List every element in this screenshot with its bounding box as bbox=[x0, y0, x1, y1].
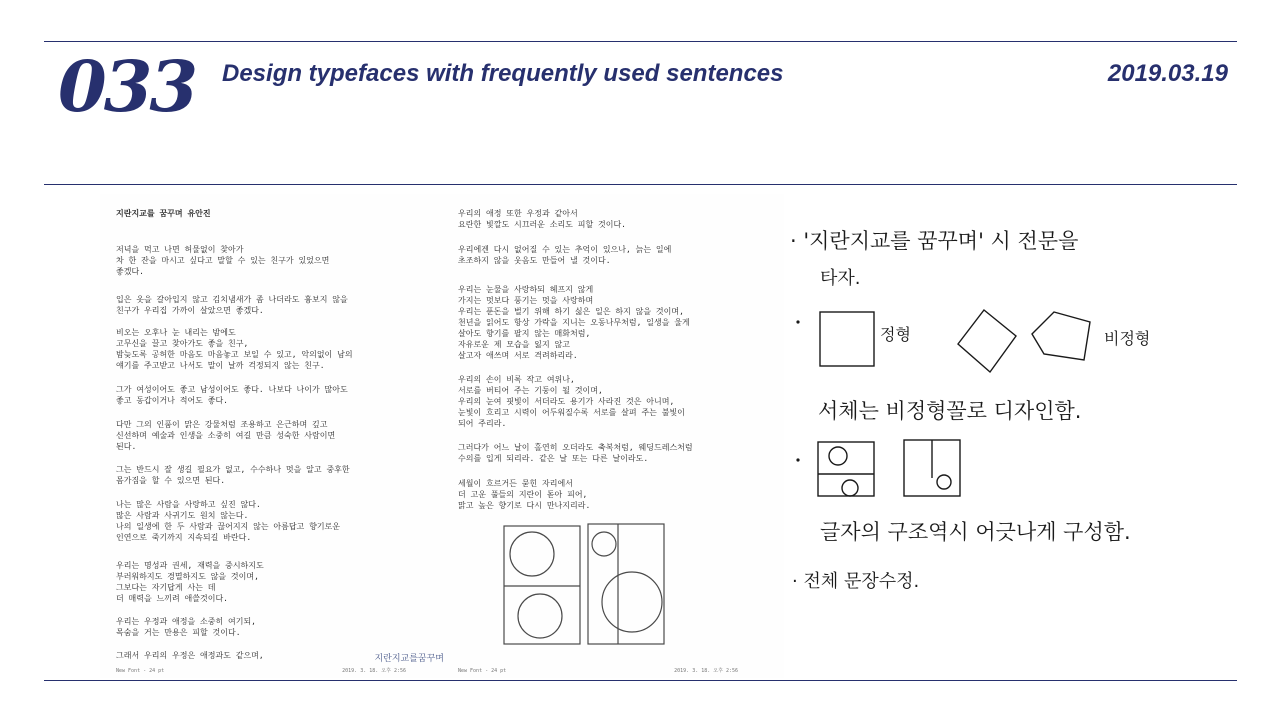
glyph-structure-sketch bbox=[492, 514, 692, 654]
irregular-form-icon bbox=[958, 310, 1016, 372]
poem-paragraph: 우리는 우정과 애정을 소중히 여기되, 목숨을 거는 만용은 피할 것이다. bbox=[116, 617, 257, 637]
footer-rule bbox=[44, 680, 1237, 681]
page-footer-date: 2019. 3. 18. 오후 2:56 bbox=[342, 668, 406, 674]
poem-paragraph: 우리는 눈물을 사랑하되 헤프지 않게 가지는 멋보다 풍기는 멋을 사랑하며 우리는 푼돈을 벌기 위해 하기 싫은 일은 하지 않을 것이며, 천년을 읽어도 항상 가락을 지니는 오동나무처럼, 일생을 울게 살아도 향기를 팔지 않는 매화처럼, 자유로운 제 모습을 잃지 않고 살고자 애쓰며 서로 격려하리라. bbox=[458, 285, 690, 360]
poem-paragraph: 그가 여성이어도 좋고 남성이어도 좋다. 나보다 나이가 많아도 좋고 동갑이거나 적어도 좋다. bbox=[116, 385, 348, 405]
poem-page-left bbox=[100, 194, 452, 678]
poem-paragraph: 비오는 오후나 눈 내리는 밤에도 고무신을 끌고 찾아가도 좋을 친구, 밤늦도록 공허한 마음도 마음놓고 보일 수 있고, 악의없이 남의 얘기를 주고받고 나서도 말이 날까 걱정되지 않는 친구. bbox=[116, 328, 353, 370]
poem-paragraph: 우리의 손이 비록 작고 여위나, 서로를 버티어 주는 기둥이 될 것이며, 우리의 눈여 핏빛이 서더라도 용기가 사라진 것은 아니며, 눈빛이 흐리고 시력이 어두워질수록 서로를 살펴 주는 불빛이 되어 주리라. bbox=[458, 375, 685, 428]
poem-paragraph: 저녁을 먹고 나면 허물없이 찾아가 차 한 잔을 마시고 싶다고 말할 수 있는 친구가 있었으면 좋겠다. bbox=[116, 245, 330, 276]
poem-paragraph: 그래서 우리의 우정은 애정과도 같으며, bbox=[116, 651, 264, 660]
note-line: · 전체 문장수정. bbox=[792, 571, 920, 592]
poem-paragraph: 나는 많은 사람을 사랑하고 싶진 않다. 많은 사람과 사귀기도 원치 않는다. 나의 일생에 한 두 사람과 끊어지지 않는 아름답고 향기로운 인연으로 죽기까지 지속되길 바란다. bbox=[116, 500, 341, 542]
note-line: 글자의 구조역시 어긋나게 구성함. bbox=[820, 520, 1131, 544]
header-top-rule bbox=[44, 41, 1237, 42]
poem-page-right bbox=[452, 194, 784, 678]
handwritten-signature: 지란지교를꿈꾸며 bbox=[374, 654, 444, 664]
note-line: 타자. bbox=[820, 268, 861, 289]
poem-paragraph: 입은 옷을 갈아입지 않고 김치냄새가 좀 나더라도 흉보지 않을 친구가 우리집 가까이 살았으면 좋겠다. bbox=[116, 295, 348, 315]
page-footer-font: New Font - 24 pt bbox=[458, 668, 507, 674]
note-line: 서체는 비정형꼴로 디자인함. bbox=[818, 399, 1082, 423]
page-footer-date: 2019. 3. 18. 오후 2:56 bbox=[674, 668, 738, 674]
poem-paragraph: 그러다가 어느 날이 홀연히 오더라도 축복처럼, 웨딩드레스처럼 수의를 입게 되리라. 같은 날 또는 다른 날이라도. bbox=[458, 443, 693, 463]
entry-date: 2019.03.19 bbox=[1107, 60, 1228, 87]
glyph-sample-icon bbox=[818, 442, 874, 496]
page-footer-font: New Font - 24 pt bbox=[116, 668, 165, 674]
entry-number: 033 bbox=[58, 45, 196, 128]
poem-paragraph: 우리는 명성과 권세, 재력을 중시하지도 부러워하지도 경멸하지도 않을 것이며, 그보다는 자기답게 사는 데 더 매력을 느끼려 애쓸것이다. bbox=[116, 561, 264, 603]
header-bottom-rule bbox=[44, 184, 1237, 185]
square-form-icon bbox=[820, 312, 874, 366]
irregular-form-icon bbox=[1032, 312, 1090, 360]
poem-paragraph: 우리에겐 다시 없어질 수 있는 추억이 있으나, 늙는 일에 초조하지 않을 웃음도 만들어 낼 것이다. bbox=[458, 245, 672, 265]
poem-paragraph: 세월이 흐르거든 묻힌 자리에서 더 고운 풀들의 지란이 돋아 피어, 맑고 높은 향기로 다시 만나지리라. bbox=[458, 479, 591, 510]
note-label-square: 정형 bbox=[880, 325, 911, 344]
entry-title: Design typefaces with frequently used sentences bbox=[222, 60, 784, 87]
poem-heading: 지란지교를 꿈꾸며 유안진 bbox=[116, 209, 211, 218]
poem-paragraph: 다만 그의 인품이 맑은 강물처럼 조용하고 은근하며 깊고 신선하며 예술과 인생을 소중히 여길 만큼 성숙한 사람이면 된다. bbox=[116, 420, 336, 451]
note-line: · '지란지교를 꿈꾸며' 시 전문을 bbox=[790, 229, 1079, 253]
poem-paragraph: 그는 반드시 잘 생길 필요가 없고, 수수하나 멋을 알고 중후한 몸가짐을 할 수 있으면 된다. bbox=[116, 465, 350, 485]
note-label-irregular: 비정형 bbox=[1104, 329, 1151, 348]
poem-paragraph: 우리의 애정 또한 우정과 같아서 요란한 빛깔도 시끄러운 소리도 피할 것이다. bbox=[458, 209, 627, 229]
